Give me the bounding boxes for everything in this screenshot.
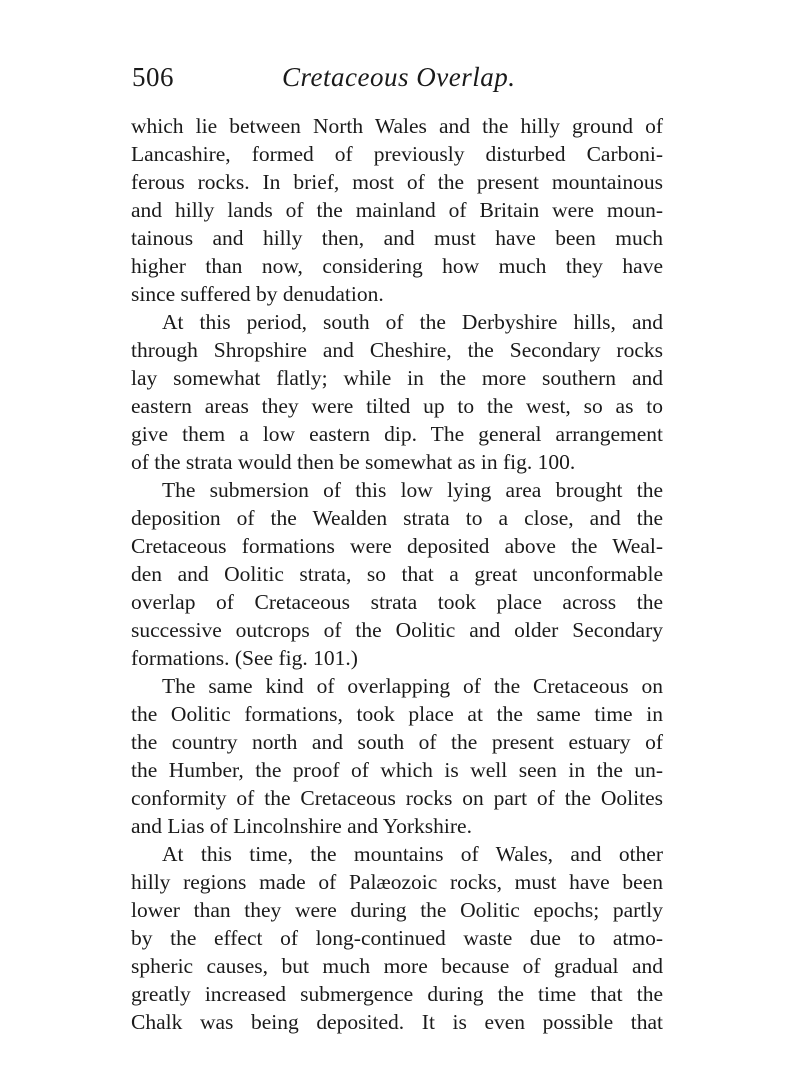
text-line: the Oolitic formations, took place at the same time in xyxy=(131,702,663,726)
text-line: which lie between North Wales and the hilly ground of xyxy=(131,114,663,138)
text-line: and Lias of Lincolnshire and Yorkshire. xyxy=(131,814,472,838)
text-line: give them a low eastern dip. The general arrangement xyxy=(131,422,663,446)
text-line: At this time, the mountains of Wales, and other xyxy=(162,842,663,866)
text-line: formations. (See fig. 101.) xyxy=(131,646,358,670)
text-line: by the effect of long-continued waste due to atmo- xyxy=(131,926,663,950)
text-line: tainous and hilly then, and must have been much xyxy=(131,226,663,250)
text-line: of the strata would then be somewhat as in fig. 100. xyxy=(131,450,576,474)
text-line: den and Oolitic strata, so that a great unconformable xyxy=(131,562,663,586)
text-line: and hilly lands of the mainland of Britain were moun- xyxy=(131,198,663,222)
text-line: successive outcrops of the Oolitic and older Secondary xyxy=(131,618,663,642)
text-line: since suffered by denudation. xyxy=(131,282,384,306)
page-header xyxy=(132,62,662,102)
text-line: Cretaceous formations were deposited above the Weal- xyxy=(131,534,663,558)
text-line: the Humber, the proof of which is well seen in the un- xyxy=(131,758,663,782)
text-line: the country north and south of the present estuary of xyxy=(131,730,663,754)
text-line: higher than now, considering how much they have xyxy=(131,254,663,278)
text-line: Lancashire, formed of previously disturbed Carboni- xyxy=(131,142,663,166)
body-text xyxy=(131,112,663,1036)
text-line: lower than they were during the Oolitic epochs; partly xyxy=(131,898,663,922)
text-line: The same kind of overlapping of the Cretaceous on xyxy=(162,674,663,698)
text-line: conformity of the Cretaceous rocks on part of the Oolites xyxy=(131,786,663,810)
text-line: The submersion of this low lying area brought the xyxy=(162,478,663,502)
text-line: spheric causes, but much more because of gradual and xyxy=(131,954,663,978)
text-line: eastern areas they were tilted up to the west, so as to xyxy=(131,394,663,418)
text-line: ferous rocks. In brief, most of the present mountainous xyxy=(131,170,663,194)
text-line: Chalk was being deposited. It is even possible that xyxy=(131,1010,663,1034)
text-line: through Shropshire and Cheshire, the Secondary rocks xyxy=(131,338,663,362)
text-line: deposition of the Wealden strata to a close, and the xyxy=(131,506,663,530)
text-line: overlap of Cretaceous strata took place across the xyxy=(131,590,663,614)
text-line: hilly regions made of Palæozoic rocks, must have been xyxy=(131,870,663,894)
text-line: greatly increased submergence during the time that the xyxy=(131,982,663,1006)
text-line: lay somewhat flatly; while in the more southern and xyxy=(131,366,663,390)
page-number: 506 xyxy=(132,62,174,92)
text-line: At this period, south of the Derbyshire hills, and xyxy=(162,310,663,334)
running-title: Cretaceous Overlap. xyxy=(282,62,516,92)
